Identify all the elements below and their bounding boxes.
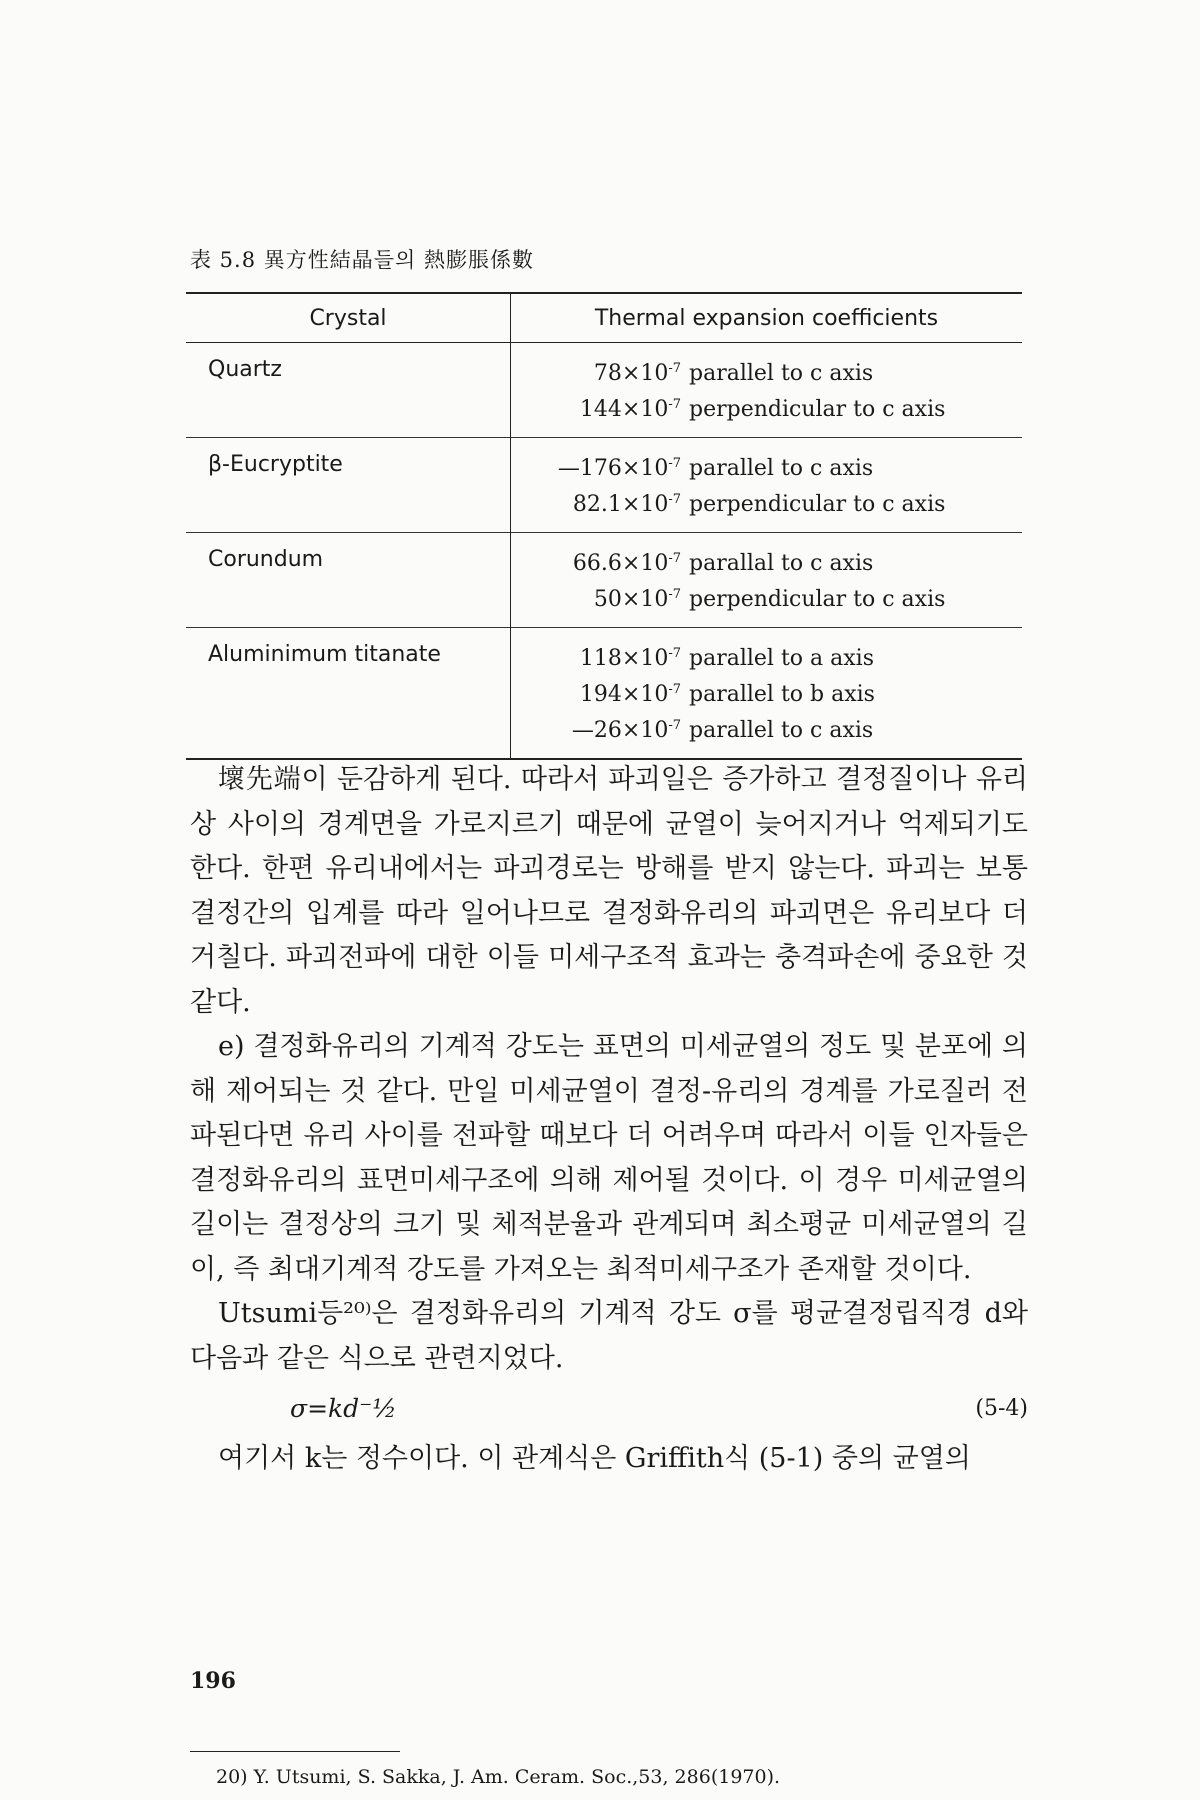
body-text [190,758,1028,1482]
coefficient-value [511,718,689,743]
coefficient-value [511,551,689,576]
coefficient-cell [511,533,1023,628]
coefficient-line [511,640,1022,676]
page-number: 196 [190,1668,236,1694]
coefficient-exponent: -7 [668,717,681,733]
crystal-name: β-Eucryptite [186,438,511,533]
coefficient-line [511,545,1022,581]
paragraph: Utsumi등²⁰⁾은 결정화유리의 기계적 강도 σ를 평균결정립직경 d와 다음과 같은 식으로 관련지었다. [190,1298,1028,1374]
coefficient-value [511,397,689,422]
coefficient-mantissa: 144×10 [579,396,669,422]
equation: σ=kd⁻½ [290,1393,397,1423]
column-header-coefficients: Thermal expansion coefficients [511,293,1023,343]
coefficient-mantissa: 118×10 [579,645,669,671]
coefficient-line [511,486,1022,522]
coefficient-mantissa: 50×10 [593,586,669,612]
footnote-divider [190,1751,400,1752]
coefficient-direction: perpendicular to c axis [689,491,946,517]
coefficient-direction: perpendicular to c axis [689,586,946,612]
coefficient-exponent: -7 [668,491,681,507]
coefficient-value [511,646,689,671]
coefficient-mantissa: 78×10 [593,360,669,386]
table-header-row [186,293,1022,343]
coefficient-exponent: -7 [668,360,681,376]
table-row [186,343,1022,438]
coefficient-exponent: -7 [668,681,681,697]
crystal-name: Corundum [186,533,511,628]
equation-row [190,1381,1028,1437]
coefficient-cell [511,343,1023,438]
coefficient-line [511,712,1022,748]
crystal-name: Aluminimum titanate [186,628,511,760]
coefficient-mantissa: —176×10 [557,455,669,481]
coefficient-cell [511,438,1023,533]
coefficient-line [511,391,1022,427]
coefficient-direction: parallel to a axis [689,645,874,671]
coefficient-direction: parallel to c axis [689,455,874,481]
coefficient-line [511,450,1022,486]
coefficient-exponent: -7 [668,645,681,661]
table-row [186,628,1022,760]
coefficient-value [511,682,689,707]
coefficient-cell [511,628,1023,760]
coefficient-direction: parallel to b axis [689,681,875,707]
coefficient-line [511,581,1022,617]
table-caption: 表 5.8 異方性結晶들의 熱膨脹係數 [190,248,534,272]
coefficient-value [511,492,689,517]
paragraph: 여기서 k는 정수이다. 이 관계식은 Griffith식 (5-1) 중의 균열의 [218,1443,971,1474]
table-body [186,343,1022,760]
coefficient-mantissa: 194×10 [579,681,669,707]
coefficient-mantissa: 66.6×10 [572,550,669,576]
table-row [186,533,1022,628]
crystal-name: Quartz [186,343,511,438]
equation-number: (5-4) [975,1395,1028,1421]
coefficient-exponent: -7 [668,396,681,412]
coefficient-direction: perpendicular to c axis [689,396,946,422]
coefficient-line [511,676,1022,712]
coefficient-exponent: -7 [668,550,681,566]
column-header-crystal: Crystal [186,293,511,343]
coefficient-value [511,361,689,386]
coefficient-exponent: -7 [668,455,681,471]
table-row [186,438,1022,533]
coefficient-value [511,587,689,612]
coefficient-value [511,456,689,481]
coefficient-exponent: -7 [668,586,681,602]
thermal-expansion-table [186,292,1022,760]
coefficient-direction: parallal to c axis [689,550,874,576]
footnote: 20) Y. Utsumi, S. Sakka, J. Am. Ceram. Soc.,53, 286(1970). [216,1766,781,1788]
paragraph: 壞先端이 둔감하게 된다. 따라서 파괴일은 증가하고 결정질이나 유리상 사이의 경계면을 가로지르기 때문에 균열이 늦어지거나 억제되기도 한다. 한편 유리내에서는 파괴경로는 방해를 받지 않는다. 파괴는 보통 결정간의 입계를 따라 일어나므로 결정화유리의 파괴면은 유리보다 더 거칠다. 파괴전파에 대한 이들 미세구조적 효과는 충격파손에 중요한 것 같다. [190,764,1028,1018]
coefficient-mantissa: —26×10 [571,717,669,743]
paragraph: e) 결정화유리의 기계적 강도는 표면의 미세균열의 정도 및 분포에 의해 제어되는 것 같다. 만일 미세균열이 결정-유리의 경계를 가로질러 전파된다면 유리 사이를 전파할 때보다 더 어려우며 따라서 이들 인자들은 결정화유리의 표면미세구조에 의해 제어될 것이다. 이 경우 미세균열의 길이는 결정상의 크기 및 체적분율과 관계되며 최소평균 미세균열의 길이, 즉 최대기계적 강도를 가져오는 최적미세구조가 존재할 것이다. [190,1031,1028,1285]
coefficient-mantissa: 82.1×10 [572,491,669,517]
coefficient-line [511,355,1022,391]
coefficient-direction: parallel to c axis [689,360,874,386]
coefficient-direction: parallel to c axis [689,717,874,743]
